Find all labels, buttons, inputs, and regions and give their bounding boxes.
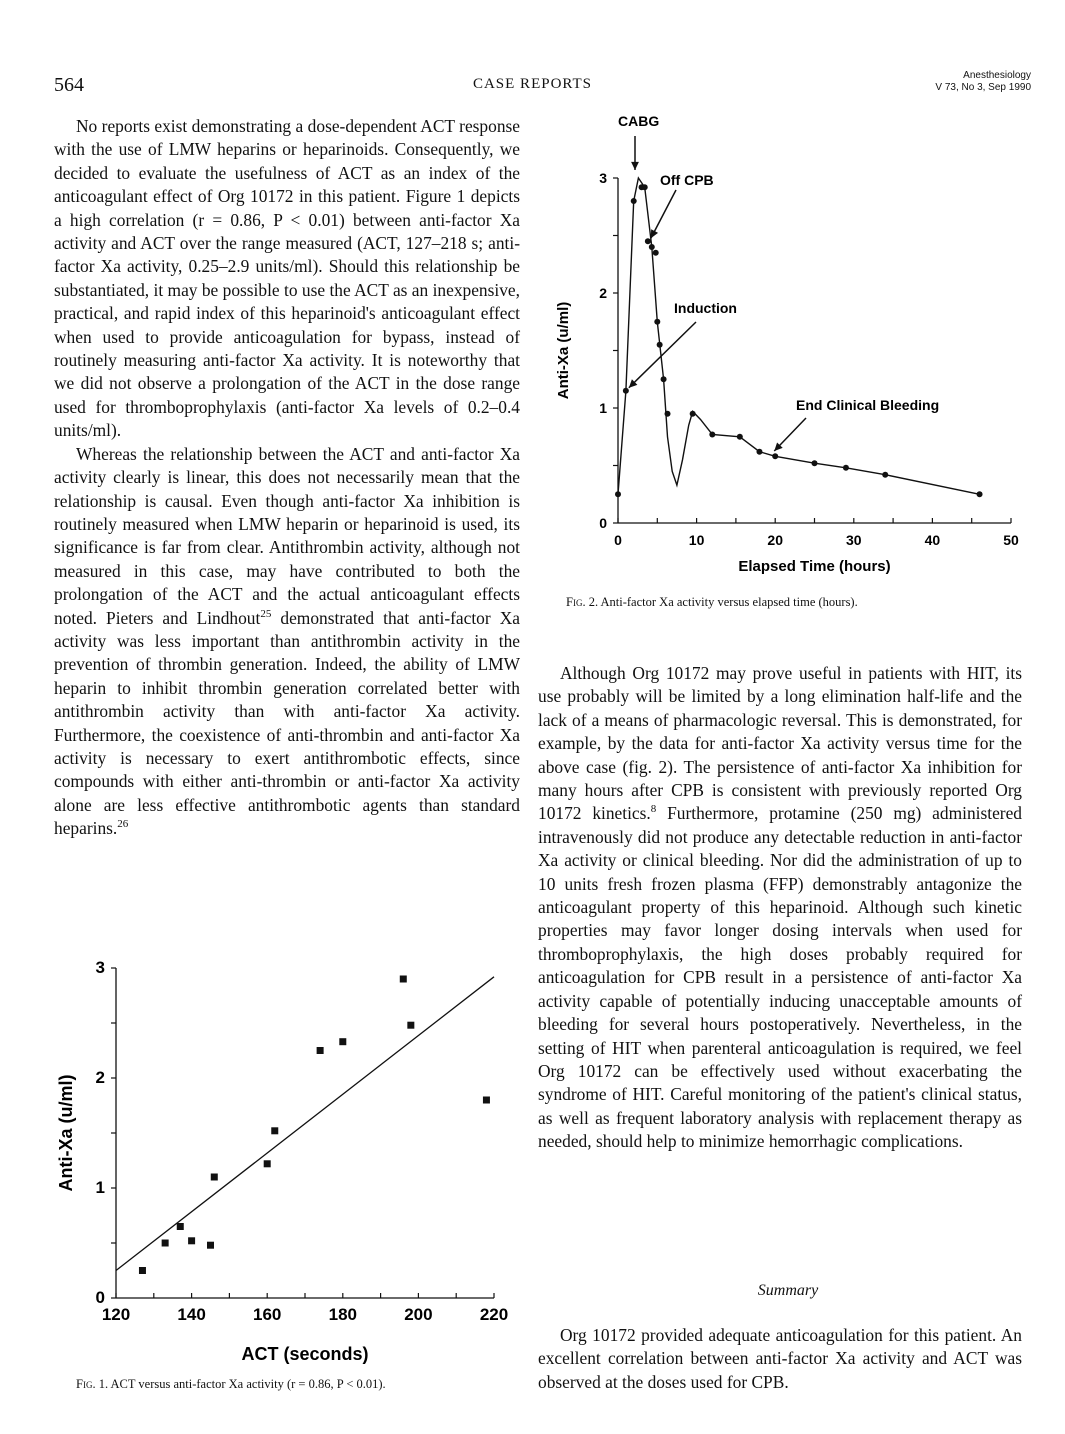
figure-1-chart [40, 950, 520, 1375]
x-tick-label: 180 [328, 1305, 357, 1324]
figure-1-svg [40, 950, 520, 1370]
y-axis-title: Anti-Xa (u/ml) [56, 1074, 76, 1192]
data-point [843, 465, 849, 471]
summary-heading: Summary [757, 1282, 819, 1299]
paragraph [538, 662, 1022, 1154]
y-tick-label: 2 [95, 1068, 105, 1087]
data-point [772, 453, 778, 459]
data-point [207, 1242, 214, 1249]
text-span: demonstrated that anti-factor Xa activity was less important than antithrombin activity in the prevention of thrombin generation. Indeed, the ability of LMW heparin to inhibit thrombin generation correlated better with antithrombin activity than with anti-factor Xa activity. Furthermore, the coexistence of anti-thrombin and anti-factor Xa activity is necessary to exert antithrombotic effects, since compounds with either anti-thrombin or anti-factor Xa activity alone are less effective antithrombotic agents than standard heparins. [54, 607, 520, 839]
data-point [631, 198, 637, 204]
data-point [615, 491, 621, 497]
data-point [645, 238, 651, 244]
reference-superscript: 26 [117, 818, 129, 831]
x-axis-title: ACT (seconds) [241, 1344, 369, 1364]
x-tick-label: 40 [924, 532, 941, 548]
data-point [271, 1127, 278, 1134]
data-point [882, 472, 888, 478]
figure-2-svg [548, 108, 1028, 588]
data-point [339, 1038, 346, 1045]
annotation-arrow-line [651, 190, 676, 238]
data-point [657, 342, 663, 348]
data-point [653, 250, 659, 256]
data-point [649, 244, 655, 250]
data-point [211, 1174, 218, 1181]
annotation-label: End Clinical Bleeding [796, 397, 940, 413]
figure-1-caption [76, 1377, 516, 1392]
data-point [737, 434, 743, 440]
y-tick-label: 3 [599, 170, 607, 186]
data-point [188, 1237, 195, 1244]
caption-text: ACT versus anti-factor Xa activity (r = 0.86, P < 0.01). [108, 1377, 386, 1391]
figure-2-chart [548, 108, 1028, 593]
data-point [642, 184, 648, 190]
data-curve [618, 178, 980, 494]
annotation-label: Induction [674, 300, 737, 316]
annotation-arrowhead [631, 162, 639, 170]
data-point [709, 431, 715, 437]
data-point [264, 1160, 271, 1167]
paragraph: No reports exist demonstrating a dose-dependent ACT response with the use of LMW heparins or heparinoids. Consequently, we decided to evaluate the usefulness of ACT as an index of the anticoagulant effect of Org 10172 in this patient. Figure 1 depicts a high correlation (r = 0.86, P < 0.01) between anti-factor Xa activity and ACT over the range measured (ACT, 127–218 s; anti-factor Xa activity, 0.25–2.9 units/ml). Should this relationship be substantiated, it may be possible to use the ACT as an inexpensive, practical, and rapid index of this heparinoid's anticoagulant effect when used to provide anticoagulation for bypass, instead of routinely measuring anti-factor Xa activity. It is noteworthy that we did not observe a prolongation of the ACT in the dose range used for thromboprophylaxis (anti-factor Xa levels of 0.2–0.4 units/ml). [54, 116, 520, 441]
data-point [654, 319, 660, 325]
data-point [317, 1047, 324, 1054]
x-axis-title: Elapsed Time (hours) [738, 558, 891, 575]
x-tick-label: 200 [404, 1305, 433, 1324]
paragraph [54, 443, 520, 841]
x-tick-label: 120 [101, 1305, 131, 1324]
text-span: Although Org 10172 may prove useful in patients with HIT, its use probably will be limited by a long elimination half-life and the lack of a means of pharmacologic reversal. This is demonstrated, for example, by the data for anti-factor Xa activity versus time for the above case (fig. 2). The persistence of anti-factor Xa inhibition for many hours after CPB is consistent with previously reported Org 10172 kinetics. [538, 663, 1022, 824]
annotation-label: CABG [618, 113, 660, 129]
data-point [407, 1022, 414, 1029]
data-point [623, 388, 629, 394]
x-tick-label: 20 [767, 532, 783, 548]
x-tick-label: 220 [479, 1305, 509, 1324]
x-tick-label: 140 [177, 1305, 206, 1324]
y-tick-label: 1 [599, 400, 607, 416]
figure-2-caption [566, 595, 1006, 610]
data-point [756, 449, 762, 455]
journal-volume: V 73, No 3, Sep 1990 [935, 82, 1031, 93]
data-point [483, 1097, 490, 1104]
data-point [812, 460, 818, 466]
data-point [400, 976, 407, 983]
y-tick-label: 1 [95, 1178, 105, 1197]
regression-line [116, 977, 494, 1271]
reference-superscript: 25 [260, 607, 272, 620]
caption-label: Fig. 2. [566, 595, 599, 609]
x-tick-label: 50 [1003, 532, 1019, 548]
data-point [177, 1223, 184, 1230]
x-tick-label: 160 [253, 1305, 282, 1324]
x-tick-label: 0 [614, 532, 622, 548]
data-point [690, 411, 696, 417]
text-span: Whereas the relationship between the ACT and anti-factor Xa activity clearly is linear, this does not necessarily mean that the relationship is causal. Even though anti-factor Xa inhibition is routinely measured when LMW heparin or heparinoid is used, its significance is far from clear. Antithrombin activity, although not measured in this case, may have contributed to both the prolongation of the ACT and the actual anticoagulant effects noted. Pieters and Lindhout [54, 443, 520, 628]
y-tick-label: 0 [599, 515, 607, 531]
text-span: Furthermore, protamine (250 mg) administered intravenously did not produce any detectable reduction in anti-factor Xa activity or clinical bleeding. Nor did the administration of up to 10 units fresh frozen plasma (FFP) demonstrably antagonize the anticoagulant property of this heparinoid. Although such kinetic properties may favor longer dosing intervals when used for thromboprophylaxis, the high doses probably required for anticoagulation for CPB result in a persistence of anti-factor Xa activity capable of potentially inducing unacceptable amounts of bleeding for several hours postoperatively. Nevertheless, in the setting of HIT when parenteral anticoagulation is required, we feel Org 10172 can be effectively used without exacerbating the syndrome of HIT. Careful monitoring of the patient's clinical status, as well as frequent laboratory analysis with replacement therapy as needed, should help to minimize hemorrhagic complications. [538, 803, 1022, 1152]
y-tick-label: 3 [95, 958, 105, 977]
journal-citation [935, 70, 1031, 94]
caption-text: Anti-factor Xa activity versus elapsed time (hours). [598, 595, 858, 609]
x-tick-label: 10 [688, 532, 705, 548]
data-point [139, 1267, 146, 1274]
x-tick-label: 30 [846, 532, 862, 548]
data-point [665, 411, 671, 417]
summary-text [538, 1324, 1022, 1394]
page-number: 564 [54, 74, 84, 96]
y-axis-title: Anti-Xa (u/ml) [555, 301, 572, 400]
left-column-text [54, 115, 520, 841]
right-column-text [538, 662, 1022, 1154]
y-tick-label: 2 [599, 285, 607, 301]
data-point [977, 491, 983, 497]
page-header [0, 70, 1065, 110]
data-point [162, 1240, 169, 1247]
running-title: CASE REPORTS [472, 76, 593, 92]
data-point [661, 376, 667, 382]
reference-superscript: 8 [650, 803, 657, 816]
journal-name: Anesthesiology [963, 70, 1031, 81]
y-tick-label: 0 [95, 1288, 105, 1307]
annotation-label: Off CPB [660, 172, 714, 188]
paragraph: Org 10172 provided adequate anticoagulation for this patient. An excellent correlation between anti-factor Xa activity and ACT was observed at the doses used for CPB. [538, 1325, 1022, 1392]
caption-label: Fig. 1. [76, 1377, 109, 1391]
